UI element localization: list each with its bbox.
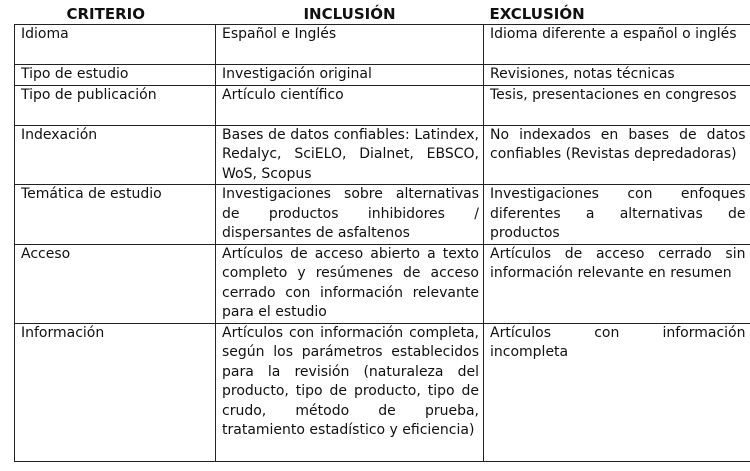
cell-criterio: Información [15, 323, 216, 461]
cell-inclusion: Artículos con información completa, según los parámetros establecidos para la revisión (naturaleza del producto, tipo de producto, tipo de crudo, método de prueba, tratamiento estadístico y eficiencia) [216, 323, 484, 461]
header-criterio: CRITERIO [15, 4, 216, 25]
cell-criterio: Temática de estudio [15, 185, 216, 245]
header-row [15, 4, 750, 25]
cell-exclusion: Idioma diferente a español o inglés [484, 25, 750, 65]
cell-criterio: Idioma [15, 25, 216, 65]
table-row [15, 65, 750, 86]
table-row [15, 25, 750, 65]
cell-exclusion: Artículos de acceso cerrado sin información relevante en resumen [484, 244, 750, 323]
cell-inclusion: Español e Inglés [216, 25, 484, 65]
table-row [15, 185, 750, 245]
cell-inclusion: Bases de datos confiables: Latindex, Redalyc, SciELO, Dialnet, EBSCO, WoS, Scopus [216, 125, 484, 185]
table-row [15, 323, 750, 461]
criteria-table [14, 4, 750, 462]
cell-inclusion: Investigación original [216, 65, 484, 86]
cell-criterio: Tipo de publicación [15, 85, 216, 125]
cell-inclusion: Artículos de acceso abierto a texto completo y resúmenes de acceso cerrado con información relevante para el estudio [216, 244, 484, 323]
table-header [15, 4, 750, 25]
cell-exclusion: Artículos con información incompleta [484, 323, 750, 461]
cell-exclusion: Revisiones, notas técnicas [484, 65, 750, 86]
cell-exclusion: No indexados en bases de datos confiables (Revistas depredadoras) [484, 125, 750, 185]
table-body [15, 25, 750, 462]
cell-inclusion: Artículo científico [216, 85, 484, 125]
cell-criterio: Indexación [15, 125, 216, 185]
header-exclusion: EXCLUSIÓN [484, 4, 750, 25]
table-row [15, 244, 750, 323]
table-row [15, 85, 750, 125]
cell-exclusion: Tesis, presentaciones en congresos [484, 85, 750, 125]
header-inclusion: INCLUSIÓN [216, 4, 484, 25]
cell-criterio: Acceso [15, 244, 216, 323]
cell-inclusion: Investigaciones sobre alternativas de productos inhibidores / dispersantes de asfaltenos [216, 185, 484, 245]
table-row [15, 125, 750, 185]
cell-exclusion: Investigaciones con enfoques diferentes a alternativas de productos [484, 185, 750, 245]
cell-criterio: Tipo de estudio [15, 65, 216, 86]
